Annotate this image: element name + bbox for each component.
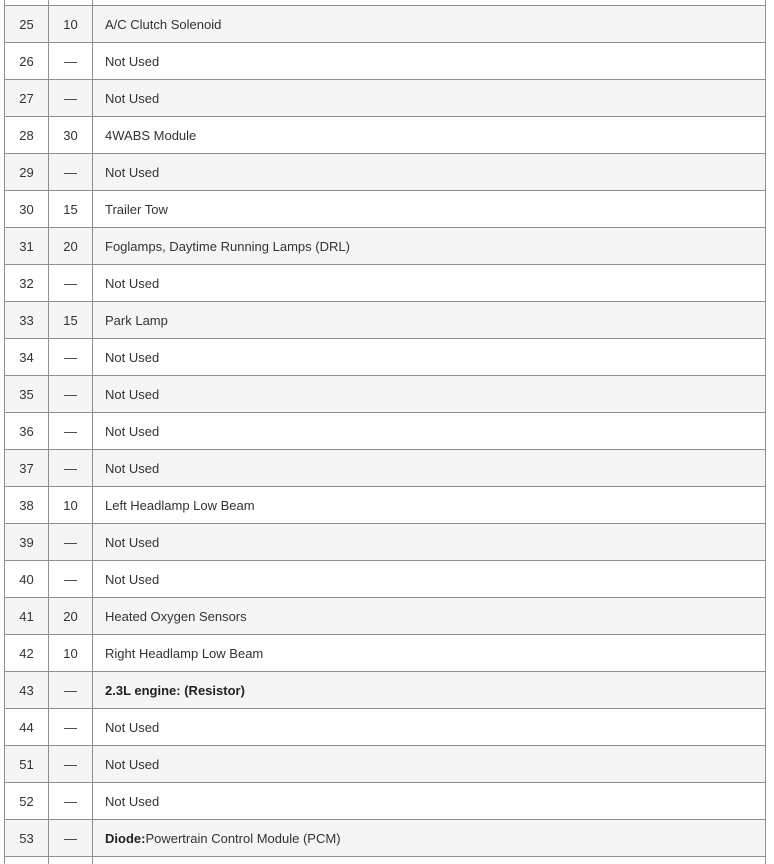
ampere-rating: —: [64, 719, 77, 735]
fuse-number: 39: [19, 534, 34, 550]
description-text: Not Used: [105, 460, 160, 476]
fuse-number-cell: [5, 339, 49, 375]
description-text: A/C Clutch Solenoid: [105, 16, 222, 32]
fuse-number-cell: [5, 117, 49, 153]
description-cell: [93, 524, 765, 560]
table-row: [5, 598, 765, 635]
fuse-number: 32: [19, 275, 34, 291]
ampere-rating: 15: [63, 201, 78, 217]
ampere-rating-cell: [49, 672, 93, 708]
table-row: [5, 413, 765, 450]
description-text: Not Used: [105, 756, 160, 772]
table-row: [5, 80, 765, 117]
description-text: Not Used: [105, 534, 160, 550]
ampere-rating-cell: [49, 302, 93, 338]
ampere-rating-cell: [49, 413, 93, 449]
fuse-number: 51: [19, 756, 34, 772]
description-cell: [93, 857, 765, 864]
description-cell: [93, 154, 765, 190]
fuse-number-cell: [5, 376, 49, 412]
fuse-number: 31: [19, 238, 34, 254]
table-row: [5, 524, 765, 561]
fuse-number: 42: [19, 645, 34, 661]
description-text: 4WABS Module: [105, 127, 197, 143]
ampere-rating-cell: [49, 487, 93, 523]
fuse-number: 30: [19, 201, 34, 217]
fuse-number: 44: [19, 719, 34, 735]
ampere-rating-cell: [49, 635, 93, 671]
description-cell: [93, 413, 765, 449]
ampere-rating: 10: [63, 16, 78, 32]
ampere-rating: 10: [63, 645, 78, 661]
description-cell: [93, 450, 765, 486]
fuse-number: 26: [19, 53, 34, 69]
fuse-number: 43: [19, 682, 34, 698]
table-row: [5, 339, 765, 376]
ampere-rating: —: [64, 460, 77, 476]
fuse-number: 34: [19, 349, 34, 365]
table-row: [5, 709, 765, 746]
ampere-rating-cell: [49, 339, 93, 375]
ampere-rating-cell: [49, 228, 93, 264]
description-cell: [93, 672, 765, 708]
fuse-number: 37: [19, 460, 34, 476]
fuse-number-cell: [5, 635, 49, 671]
table-row: [5, 191, 765, 228]
ampere-rating: 10: [63, 497, 78, 513]
fuse-number: 40: [19, 571, 34, 587]
description-bold-text: 2.3L engine: (Resistor): [105, 682, 245, 698]
fuse-number: 28: [19, 127, 34, 143]
description-text: Not Used: [105, 386, 160, 402]
ampere-rating: —: [64, 682, 77, 698]
ampere-rating: —: [64, 756, 77, 772]
ampere-rating-cell: [49, 709, 93, 745]
fuse-number-cell: [5, 265, 49, 301]
fuse-number-cell: [5, 820, 49, 856]
ampere-rating-cell: [49, 857, 93, 864]
description-cell: [93, 0, 765, 5]
description-bold-text: Diode:: [105, 830, 146, 846]
fuse-number: 53: [19, 830, 34, 846]
ampere-rating: —: [64, 275, 77, 291]
ampere-rating-cell: [49, 783, 93, 819]
fuse-number-cell: [5, 6, 49, 42]
fuse-number-cell: [5, 80, 49, 116]
table-row: [5, 820, 765, 857]
fuse-number-cell: [5, 746, 49, 782]
fuse-number-cell: [5, 154, 49, 190]
description-cell: [93, 302, 765, 338]
fuse-number-cell: [5, 487, 49, 523]
table-row-partial-bottom: [5, 857, 765, 864]
ampere-rating: 20: [63, 608, 78, 624]
fuse-number: 38: [19, 497, 34, 513]
fuse-number: 29: [19, 164, 34, 180]
fuse-number: 36: [19, 423, 34, 439]
table-row: [5, 228, 765, 265]
fuse-number-cell: [5, 857, 49, 864]
fuse-number-cell: [5, 450, 49, 486]
ampere-rating: —: [64, 90, 77, 106]
ampere-rating-cell: [49, 450, 93, 486]
ampere-rating: —: [64, 830, 77, 846]
fuse-number-cell: [5, 302, 49, 338]
ampere-rating: —: [64, 164, 77, 180]
ampere-rating: —: [64, 349, 77, 365]
description-cell: [93, 265, 765, 301]
table-row: [5, 265, 765, 302]
description-text: Not Used: [105, 423, 160, 439]
ampere-rating-cell: [49, 0, 93, 5]
ampere-rating: 20: [63, 238, 78, 254]
ampere-rating-cell: [49, 561, 93, 597]
table-row: [5, 117, 765, 154]
fuse-number-cell: [5, 43, 49, 79]
ampere-rating-cell: [49, 6, 93, 42]
description-text: Trailer Tow: [105, 201, 168, 217]
fuse-number-cell: [5, 783, 49, 819]
ampere-rating: —: [64, 793, 77, 809]
description-cell: [93, 709, 765, 745]
table-row: [5, 746, 765, 783]
description-text: Foglamps, Daytime Running Lamps (DRL): [105, 238, 350, 254]
ampere-rating-cell: [49, 598, 93, 634]
fuse-number: 27: [19, 90, 34, 106]
ampere-rating: —: [64, 571, 77, 587]
description-text: Not Used: [105, 164, 160, 180]
fuse-number-cell: [5, 0, 49, 5]
fuse-number-cell: [5, 672, 49, 708]
description-cell: [93, 635, 765, 671]
table-row: [5, 376, 765, 413]
ampere-rating-cell: [49, 820, 93, 856]
ampere-rating-cell: [49, 376, 93, 412]
ampere-rating-cell: [49, 43, 93, 79]
ampere-rating: 15: [63, 312, 78, 328]
description-cell: [93, 43, 765, 79]
table-row: [5, 302, 765, 339]
fuse-chart-table: [4, 0, 766, 864]
fuse-number: 25: [19, 16, 34, 32]
table-row: [5, 43, 765, 80]
ampere-rating-cell: [49, 265, 93, 301]
fuse-table-rows: [5, 6, 765, 857]
ampere-rating-cell: [49, 524, 93, 560]
description-cell: [93, 117, 765, 153]
fuse-number: 33: [19, 312, 34, 328]
description-cell: [93, 820, 765, 856]
description-cell: [93, 783, 765, 819]
fuse-number: 52: [19, 793, 34, 809]
fuse-number: 41: [19, 608, 34, 624]
fuse-number-cell: [5, 561, 49, 597]
description-text: Left Headlamp Low Beam: [105, 497, 255, 513]
description-text: Not Used: [105, 571, 160, 587]
table-row: [5, 450, 765, 487]
description-cell: [93, 598, 765, 634]
ampere-rating: —: [64, 423, 77, 439]
description-text: Not Used: [105, 349, 160, 365]
description-cell: [93, 561, 765, 597]
fuse-number-cell: [5, 191, 49, 227]
ampere-rating-cell: [49, 154, 93, 190]
table-row: [5, 635, 765, 672]
ampere-rating: —: [64, 534, 77, 550]
description-text: Not Used: [105, 53, 160, 69]
ampere-rating: —: [64, 53, 77, 69]
table-row: [5, 672, 765, 709]
ampere-rating: —: [64, 386, 77, 402]
description-text: Not Used: [105, 275, 160, 291]
description-text: Powertrain Control Module (PCM): [145, 830, 341, 846]
description-cell: [93, 487, 765, 523]
fuse-number-cell: [5, 524, 49, 560]
fuse-number-cell: [5, 598, 49, 634]
table-row: [5, 783, 765, 820]
description-cell: [93, 339, 765, 375]
ampere-rating-cell: [49, 117, 93, 153]
fuse-number: 35: [19, 386, 34, 402]
table-row: [5, 561, 765, 598]
ampere-rating-cell: [49, 80, 93, 116]
description-cell: [93, 191, 765, 227]
description-text: Not Used: [105, 793, 160, 809]
description-cell: [93, 228, 765, 264]
description-text: Heated Oxygen Sensors: [105, 608, 247, 624]
description-cell: [93, 80, 765, 116]
description-text: Right Headlamp Low Beam: [105, 645, 264, 661]
description-cell: [93, 376, 765, 412]
description-cell: [93, 746, 765, 782]
table-row: [5, 487, 765, 524]
ampere-rating: 30: [63, 127, 78, 143]
fuse-number-cell: [5, 228, 49, 264]
ampere-rating-cell: [49, 746, 93, 782]
ampere-rating-cell: [49, 191, 93, 227]
description-text: Not Used: [105, 90, 160, 106]
table-row: [5, 154, 765, 191]
fuse-number-cell: [5, 709, 49, 745]
description-text: Not Used: [105, 719, 160, 735]
fuse-number-cell: [5, 413, 49, 449]
table-row: [5, 6, 765, 43]
description-text: Park Lamp: [105, 312, 168, 328]
description-cell: [93, 6, 765, 42]
